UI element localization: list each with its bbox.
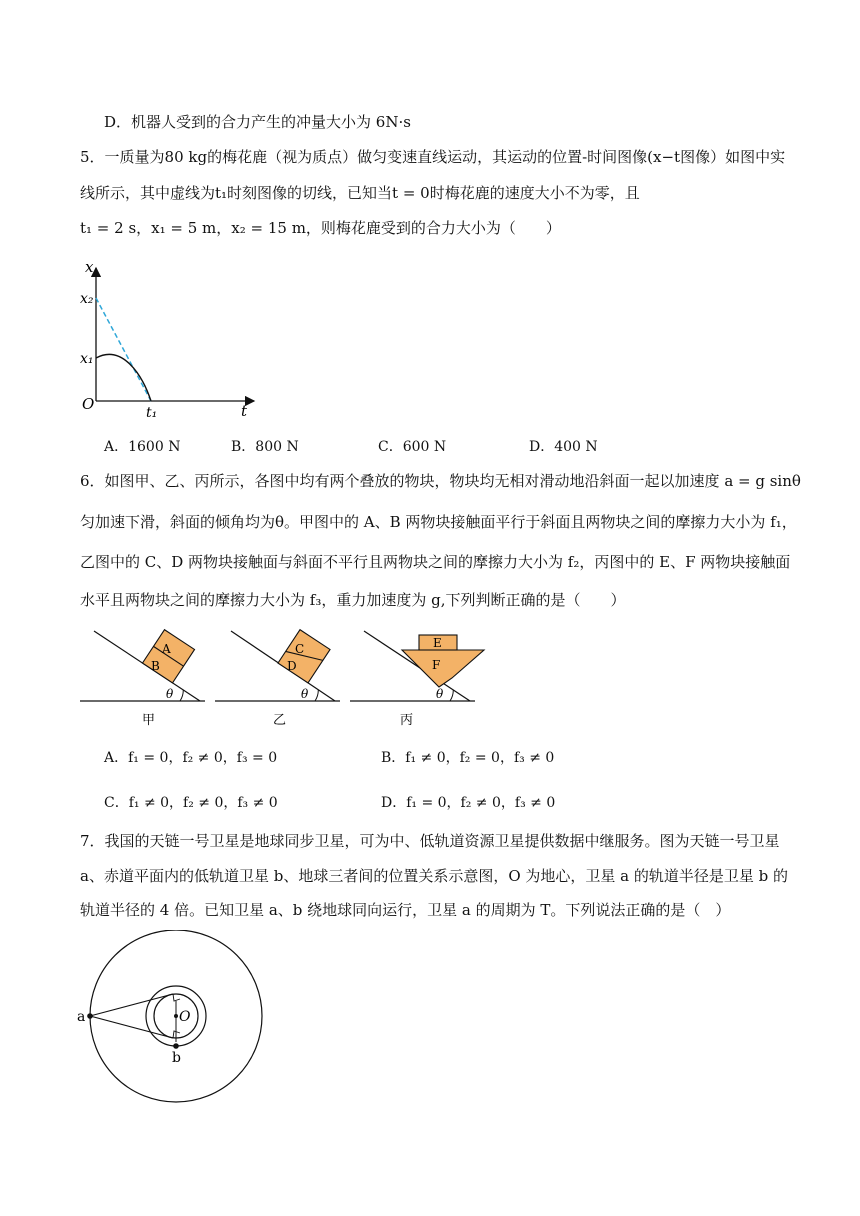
q6-stem-line-3: 乙图中的 C、D 两物块接触面与斜面不平行且两物块之间的摩擦力大小为 f₂，丙图中的 E、F 两物块接触面 [80,553,791,571]
q5-y-axis-label: x [85,258,94,276]
q6-caption-bing: 丙 [400,713,414,728]
q6-figure-jia [80,628,210,728]
q6-block-e: E [433,636,442,650]
q5-origin-label: O [82,395,95,413]
q6-caption-yi: 乙 [273,713,287,728]
q6-angle-jia: θ [166,687,174,701]
q5-x1-label: x₁ [80,351,94,367]
q6-block-f: F [432,658,441,672]
q6-figure-bing [350,628,490,728]
q6-block-b: B [151,659,160,673]
q6-angle-yi: θ [301,687,309,701]
q5-option-d[interactable]: D．400 N [529,439,598,455]
q5-option-a[interactable]: A．1600 N [104,439,181,455]
q4-option-d: D．机器人受到的合力产生的冲量大小为 6N·s [104,113,411,131]
q5-stem-line-1: 5．一质量为80 kg的梅花鹿（视为质点）做匀变速直线运动，其运动的位置-时间图像(x−t图像）如图中实 [80,148,786,166]
q7-label-a: a [77,1009,86,1025]
q5-t1-label: t₁ [146,405,158,421]
q6-option-d[interactable]: D．f₁ = 0，f₂ ≠ 0，f₃ ≠ 0 [381,795,556,811]
q7-satellite-b [173,1043,179,1049]
q7-stem-line-2: a、赤道平面内的低轨道卫星 b、地球三者间的位置关系示意图，O 为地心，卫星 a 的轨道半径是卫星 b 的 [80,867,789,885]
q5-stem-line-3: t₁ = 2 s，x₁ = 5 m，x₂ = 15 m，则梅花鹿受到的合力大小为（ ） [80,219,561,237]
q5-x2-label: x₂ [80,291,94,307]
q6-stem-line-4: 水平且两物块之间的摩擦力大小为 f₃，重力加速度为 g,下列判断正确的是（ ） [80,591,626,609]
q6-option-a[interactable]: A．f₁ = 0，f₂ ≠ 0，f₃ = 0 [104,750,278,766]
q6-angle-bing: θ [436,687,444,701]
q7-satellite-a [87,1013,93,1019]
q7-orbit-diagram [74,930,274,1110]
q5-xt-curve [96,354,151,401]
q5-option-b[interactable]: B．800 N [231,439,299,455]
q6-stem-line-1: 6．如图甲、乙、丙所示，各图中均有两个叠放的物块，物块均无相对滑动地沿斜面一起以加速度 a = g sinθ [80,472,801,490]
q5-tangent-line [96,298,151,401]
q7-stem-line-1: 7．我国的天链一号卫星是地球同步卫星，可为中、低轨道资源卫星提供数据中继服务。图为天链一号卫星 [80,832,780,850]
q5-stem-line-2: 线所示，其中虚线为t₁时刻图像的切线，已知当t = 0时梅花鹿的速度大小不为零，且 [80,184,640,202]
q7-label-o: O [179,1009,191,1025]
q7-stem-line-3: 轨道半径的 4 倍。已知卫星 a、b 绕地球同向运行，卫星 a 的周期为 T。下列说法正确的是（ ） [80,901,731,919]
q6-stem-line-2: 匀加速下滑，斜面的倾角均为θ。甲图中的 A、B 两物块接触面平行于斜面且两物块之间的摩擦力大小为 f₁， [80,513,797,531]
q7-label-b: b [172,1050,181,1066]
q5-x-axis-label: t [241,402,248,420]
q5-xt-graph [76,256,266,422]
q5-option-c[interactable]: C．600 N [378,439,447,455]
q6-option-b[interactable]: B．f₁ ≠ 0，f₂ = 0，f₃ ≠ 0 [381,750,555,766]
q6-block-a: A [162,642,171,656]
q6-option-c[interactable]: C．f₁ ≠ 0，f₂ ≠ 0，f₃ ≠ 0 [104,795,278,811]
q6-caption-jia: 甲 [142,713,156,728]
q6-block-c: C [295,642,305,656]
q6-figure-yi [215,628,345,728]
q6-block-d: D [287,659,297,673]
q7-center-dot [174,1014,178,1018]
